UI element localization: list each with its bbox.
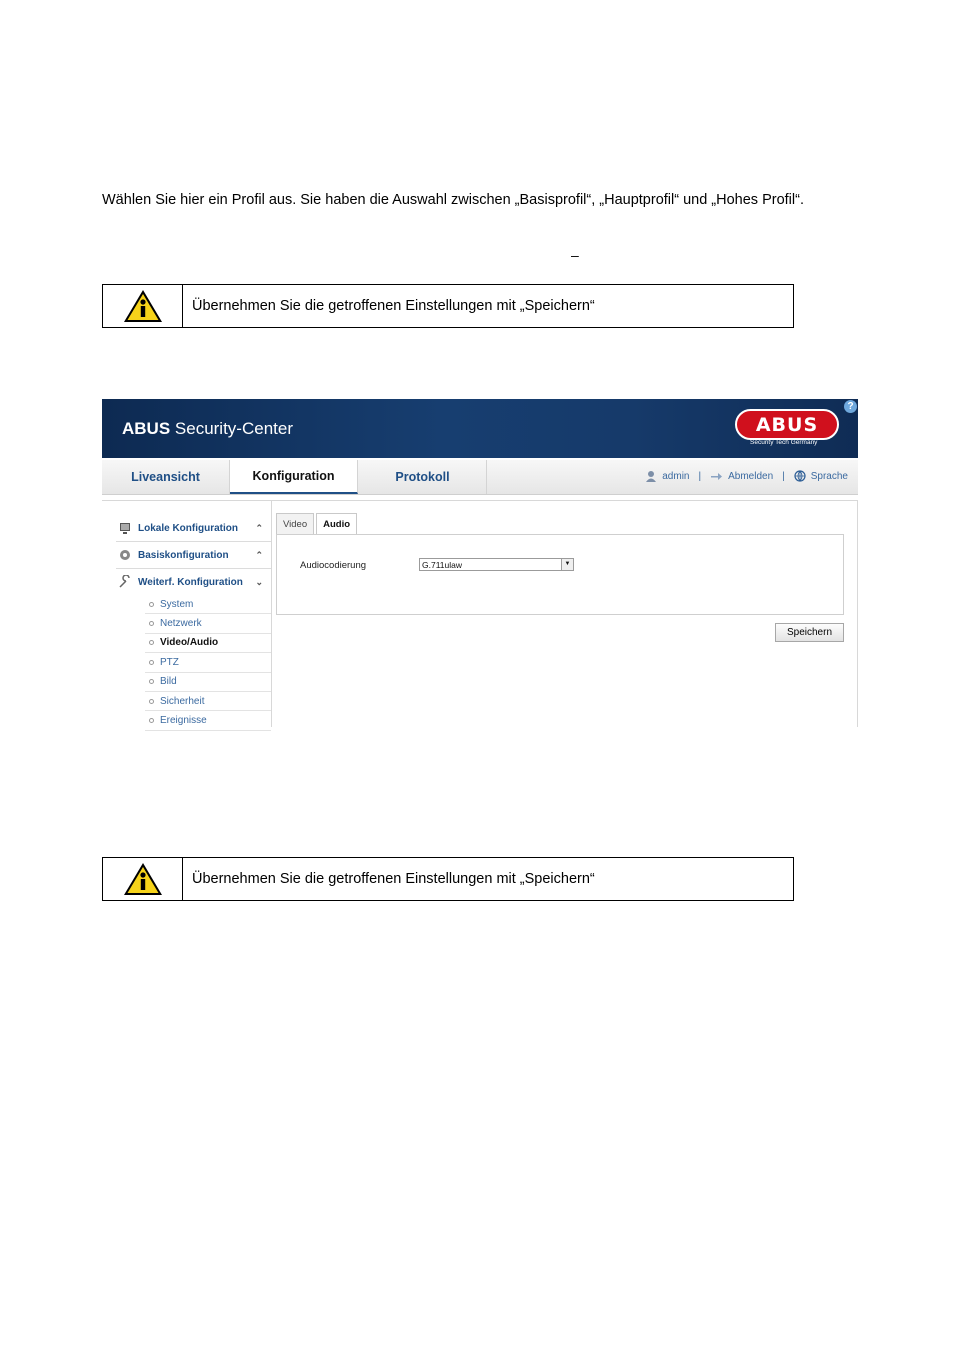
tab-audio[interactable]: Audio (316, 513, 357, 535)
warning-icon (122, 861, 164, 897)
chevron-down-icon: ⌄ (255, 576, 263, 587)
sidebar-item-netzwerk[interactable]: Netzwerk (145, 614, 271, 633)
sidebar-item-system[interactable]: System (145, 595, 271, 614)
audio-encoding-label: Audiocodierung (300, 560, 367, 571)
sidebar-item-ptz[interactable]: PTZ (145, 653, 271, 672)
app-title: ABUS Security-Center (122, 419, 293, 438)
bullet-icon (149, 660, 154, 665)
tab-konfiguration[interactable]: Konfiguration (230, 460, 358, 494)
bullet-icon (149, 621, 154, 626)
monitor-icon (118, 521, 132, 535)
sidebar-item-ereignisse[interactable]: Ereignisse (145, 711, 271, 730)
tab-liveansicht[interactable]: Liveansicht (102, 460, 230, 494)
notice-box-2 (102, 857, 794, 901)
globe-icon (794, 470, 806, 482)
gear-icon (118, 548, 132, 562)
tab-video[interactable]: Video (276, 513, 314, 534)
language-link[interactable]: Sprache (810, 470, 848, 482)
user-bar: admin | Abmelden | Sprache (645, 470, 848, 482)
chevron-up-icon: ⌃ (255, 549, 263, 560)
bullet-icon (149, 679, 154, 684)
logo-subtitle: Security Tech Germany (750, 439, 818, 446)
help-icon[interactable]: ? (844, 400, 857, 413)
notice-text-2: Übernehmen Sie die getroffenen Einstellungen mit „Speichern“ (192, 871, 595, 887)
audio-encoding-select[interactable]: G.711ulaw ▼ (419, 558, 574, 571)
logout-link[interactable]: Abmelden (728, 470, 774, 482)
dash: – (571, 247, 579, 263)
header-banner (102, 399, 858, 458)
content-tabs (276, 513, 359, 535)
sidebar-divider (271, 500, 272, 727)
bullet-icon (149, 640, 154, 645)
sidebar-item-video-audio[interactable]: Video/Audio (145, 634, 271, 653)
bullet-icon (149, 602, 154, 607)
audio-panel (276, 534, 844, 615)
sidebar-item-weiterf-konfiguration[interactable]: Weiterf. Konfiguration ⌄ (116, 569, 271, 595)
sidebar (116, 515, 271, 731)
sidebar-item-basiskonfiguration[interactable]: Basiskonfiguration ⌃ (116, 542, 271, 569)
abus-screenshot (102, 399, 858, 727)
chevron-up-icon: ⌃ (255, 522, 263, 533)
bullet-icon (149, 718, 154, 723)
sidebar-item-bild[interactable]: Bild (145, 673, 271, 692)
logout-icon (710, 471, 723, 481)
user-link[interactable]: admin (662, 470, 690, 482)
warning-icon-cell (103, 285, 183, 327)
abus-logo: ABUS (735, 409, 839, 440)
notice-box-1 (102, 284, 794, 328)
sidebar-item-lokale-konfiguration[interactable]: Lokale Konfiguration ⌃ (116, 515, 271, 542)
warning-icon (122, 288, 164, 324)
bullet-icon (149, 699, 154, 704)
sidebar-item-sicherheit[interactable]: Sicherheit (145, 692, 271, 711)
user-icon (645, 470, 657, 482)
intro-text: Wählen Sie hier ein Profil aus. Sie haben die Auswahl zwischen „Basisprofil“, „Hauptprofil“ und „Hohes Profil“. (102, 192, 804, 208)
main-nav (102, 460, 858, 495)
save-button[interactable]: Speichern (775, 623, 844, 642)
tab-protokoll[interactable]: Protokoll (359, 460, 487, 494)
wrench-icon (118, 575, 132, 589)
warning-icon-cell (103, 858, 183, 900)
notice-text-1: Übernehmen Sie die getroffenen Einstellungen mit „Speichern“ (192, 298, 595, 314)
sidebar-sub-list (145, 595, 271, 731)
dropdown-arrow-icon[interactable]: ▼ (561, 559, 573, 570)
